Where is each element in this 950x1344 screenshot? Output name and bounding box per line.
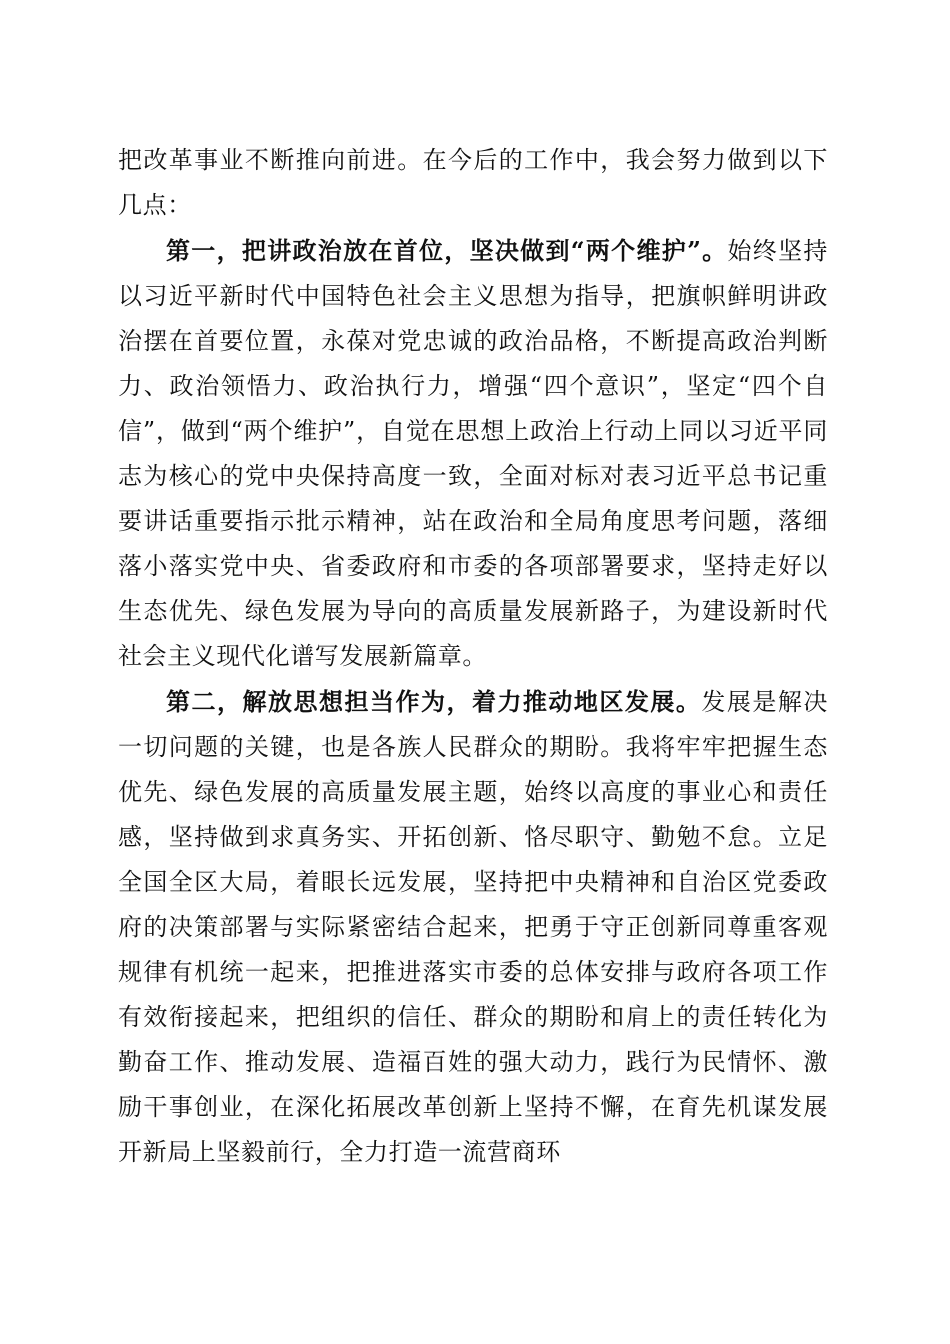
paragraph-intro (118, 138, 828, 228)
paragraph-second-point (118, 679, 828, 1175)
paragraph-second-point-heading: 第二，解放思想担当作为，着力推动地区发展。 (166, 687, 702, 716)
paragraph-first-point-text: 始终坚持以习近平新时代中国特色社会主义思想为指导，把旗帜鲜明讲政治摆在首要位置，永葆对党忠诚的政治品格，不断提高政治判断力、政治领悟力、政治执行力，增强“四个意识”，坚定“四个自信”，做到“两个维护”，自觉在思想上政治上行动上同以习近平同志为核心的党中央保持高度一致，全面对标对表习近平总书记重要讲话重要指示批示精神，站在政治和全局角度思考问题，落细落小落实党中央、省委政府和市委的各项部署要求，坚持走好以生态优先、绿色发展为导向的高质量发展新路子，为建设新时代社会主义现代化谱写发展新篇章。 (118, 237, 828, 670)
document-body (118, 138, 828, 1175)
paragraph-intro-text: 把改革事业不断推向前进。在今后的工作中，我会努力做到以下几点： (118, 146, 828, 219)
paragraph-second-point-text: 发展是解决一切问题的关键，也是各族人民群众的期盼。我将牢牢把握生态优先、绿色发展的高质量发展主题，始终以高度的事业心和责任感，坚持做到求真务实、开拓创新、恪尽职守、勤勉不怠。立足全国全区大局，着眼长远发展，坚持把中央精神和自治区党委政府的决策部署与实际紧密结合起来，把勇于守正创新同尊重客观规律有机统一起来，把推进落实市委的总体安排与政府各项工作有效衔接起来，把组织的信任、群众的期盼和肩上的责任转化为勤奋工作、推动发展、造福百姓的强大动力，践行为民情怀、激励干事创业，在深化拓展改革创新上坚持不懈，在育先机谋发展开新局上坚毅前行，全力打造一流营商环 (118, 688, 828, 1166)
paragraph-first-point-heading: 第一，把讲政治放在首位，坚决做到“两个维护”。 (166, 236, 728, 265)
paragraph-first-point (118, 228, 828, 679)
